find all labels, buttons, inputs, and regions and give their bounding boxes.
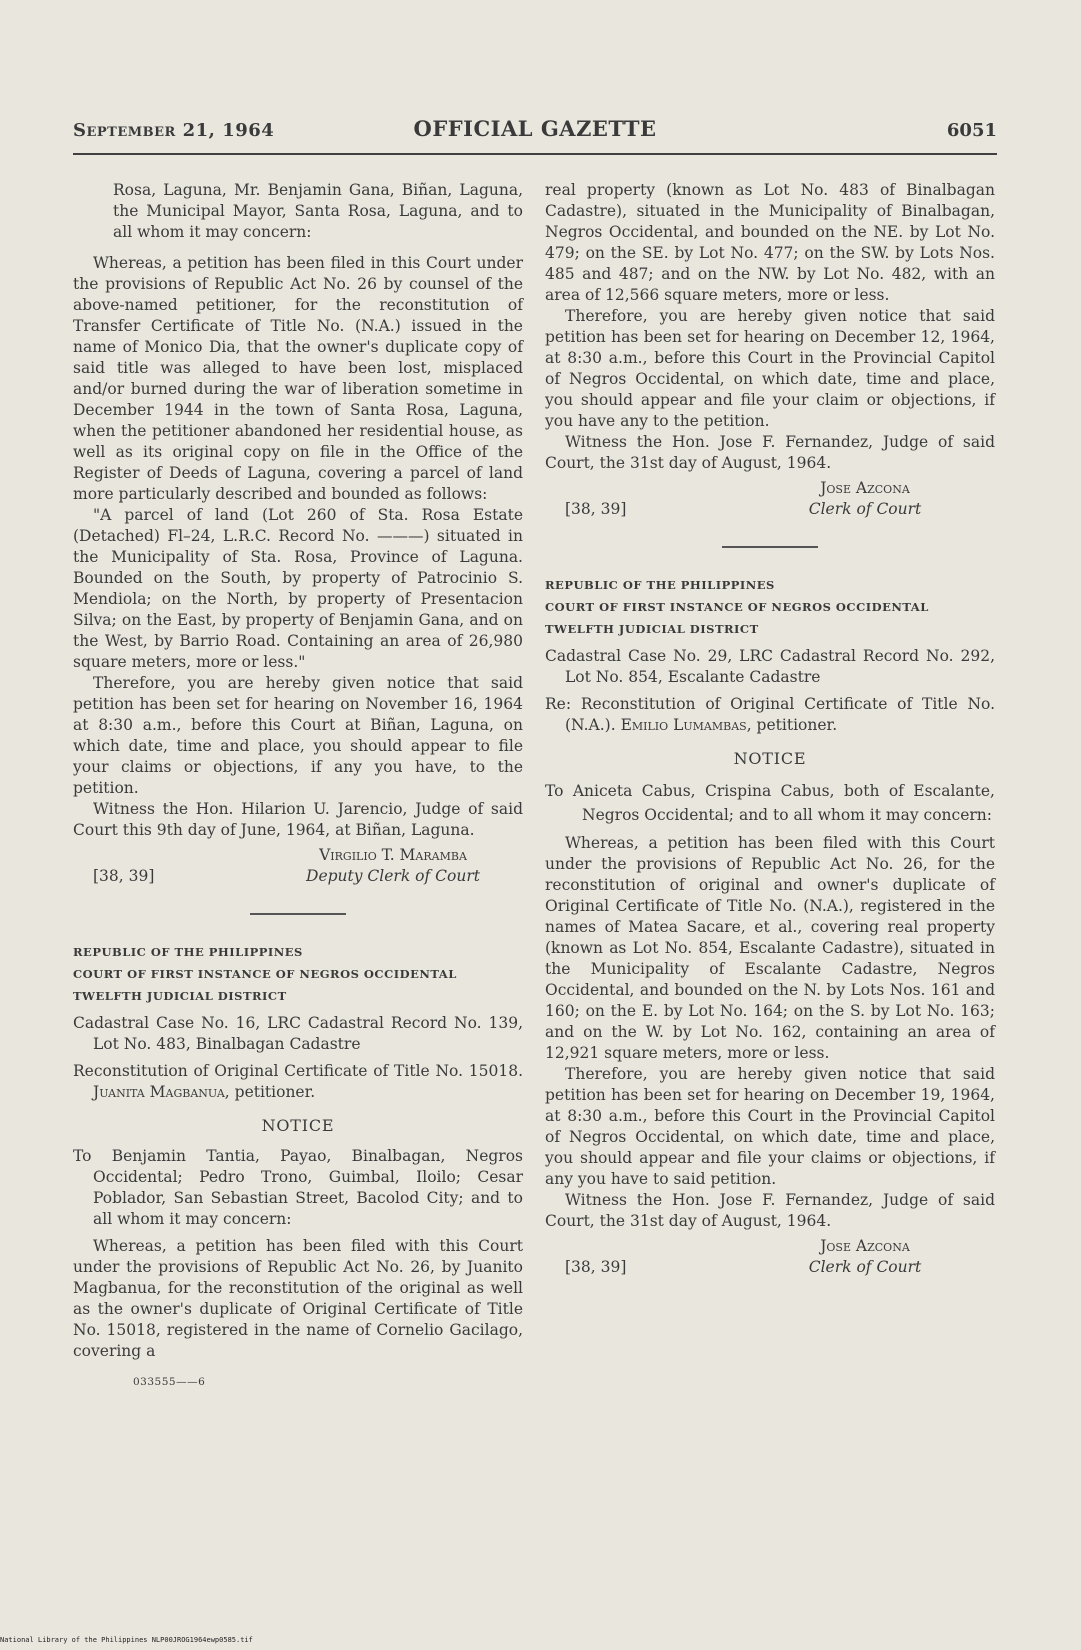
issue-reference: [38, 39]: [565, 500, 627, 518]
court-heading: TWELFTH JUDICIAL DISTRICT: [73, 989, 287, 1003]
paragraph: Whereas, a petition has been filed in this Court under the provisions of Republic Act No. 26 by counsel of the above-named petitioner, for the reconstitution of Transfer Certificate of Title No. (N.A.) issued in the name of Monico Dia, that the owner's duplicate copy of said title was alleged to have been lost, misplaced and/or burned during the war of liberation sometime in December 1944 in the town of Santa Rosa, Laguna, when the petitioner abandoned her residential house, as well as its original copy on file in the Office of the Register of Deeds of Laguna, covering a parcel of land more particularly described and bounded as follows:: [73, 254, 523, 503]
printer-code: 033555——6: [133, 1376, 206, 1388]
section-divider: [250, 913, 346, 915]
witness-paragraph: Witness the Hon. Jose F. Fernandez, Judge of said Court, the 31st day of August, 1964.: [545, 433, 995, 472]
paragraph: real property (known as Lot No. 483 of Binalbagan Cadastre), situated in the Municipality of Binalbagan, Negros Occidental, and bounded on the NE. by Lot No. 479; on the SE. by Lot No. 477; on the SW. by Lots Nos. 485 and 487; and on the NW. by Lot No. 482, with an area of 12,566 square meters, more or less.: [545, 181, 995, 304]
case-caption: Cadastral Case No. 29, LRC Cadastral Record No. 292, Lot No. 854, Escalante Cadastre: [545, 647, 995, 686]
signatory-name: Jose Azcona: [820, 1237, 910, 1255]
witness-paragraph: Witness the Hon. Hilarion U. Jarencio, Judge of said Court this 9th day of June, 1964, at Biñan, Laguna.: [73, 800, 523, 839]
case-caption: Cadastral Case No. 16, LRC Cadastral Record No. 139, Lot No. 483, Binalbagan Cadastre: [73, 1014, 523, 1053]
scan-imprint: National Library of the Philippines NLP00JROG1964ewp0585.tif: [0, 1636, 253, 1644]
petitioner-name: Emilio Lumambas: [620, 716, 747, 734]
court-heading: COURT OF FIRST INSTANCE OF NEGROS OCCIDENTAL: [545, 600, 929, 614]
section-divider: [722, 546, 818, 548]
notice-title: NOTICE: [261, 1116, 335, 1135]
paragraph: Whereas, a petition has been filed with this Court under the provisions of Republic Act No. 26, by Juanito Magbanua, for the reconstitution of the original as well as the owner's duplicate of Original Certificate of Title No. 15018, registered in the name of Cornelio Gacilago, covering a: [73, 1237, 523, 1360]
paragraph: Whereas, a petition has been filed with this Court under the provisions of Republic Act No. 26, for the reconstitution of original and owner's duplicate of Original Certificate of Title No. (N.A.), registered in the names of Matea Sacare, et al., covering real property (known as Lot No. 854, Escalante Cadastre), situated in the Municipality of Escalante Cadastre, Negros Occidental, and bounded on the N. by Lots Nos. 161 and 160; on the E. by Lot No. 164; on the S. by Lot No. 163; and on the W. by Lot No. 162, containing an area of 12,921 square meters, more or less.: [545, 834, 995, 1062]
signatory-name: Jose Azcona: [820, 479, 910, 497]
issue-reference: [38, 39]: [565, 1258, 627, 1276]
paragraph: Therefore, you are hereby given notice that said petition has been set for hearing on November 16, 1964 at 8:30 a.m., before this Court at Biñan, Laguna, on which date, time and place, you should appear to file your claims or objections, if any you have, to the petition.: [73, 674, 523, 797]
court-heading: TWELFTH JUDICIAL DISTRICT: [545, 622, 759, 636]
signature-block: [545, 478, 995, 522]
case-subject: Re: Reconstitution of Original Certificate of Title No. (N.A.). Emilio Lumambas, petitioner.: [545, 695, 995, 734]
witness-paragraph: Witness the Hon. Jose F. Fernandez, Judge of said Court, the 31st day of August, 1964.: [545, 1191, 995, 1230]
right-column: [545, 180, 995, 1280]
signatory-role: Deputy Clerk of Court: [306, 867, 480, 885]
court-heading: REPUBLIC OF THE PHILIPPINES: [545, 578, 775, 592]
signature-block: [73, 845, 523, 889]
page-header: [73, 116, 997, 146]
issue-reference: [38, 39]: [93, 867, 155, 885]
publication-title: OFFICIAL GAZETTE: [413, 116, 657, 141]
signatory-name: Virgilio T. Maramba: [319, 846, 467, 864]
notice-addressees: To Benjamin Tantia, Payao, Binalbagan, Negros Occidental; Pedro Trono, Guimbal, Iloilo; Cesar Poblador, San Sebastian Street, Bacolod City; and to all whom it may concern:: [73, 1147, 523, 1228]
page-number: 6051: [946, 120, 997, 141]
paragraph: Therefore, you are hereby given notice that said petition has been set for hearing on December 19, 1964, at 8:30 a.m., before this Court in the Provincial Capitol of Negros Occidental, on which date, time and place, you should appear and file your claims or objections, if any you have to said petition.: [545, 1065, 995, 1188]
land-description: "A parcel of land (Lot 260 of Sta. Rosa Estate (Detached) Fl–24, L.R.C. Record No. ———) situated in the Municipality of Sta. Rosa, Province of Laguna. Bounded on the South, by property of Patrocinio S. Mendiola; on the North, by property of Presentacion Silva; on the East, by property of Benjamin Gana, and on the West, by Barrio Road. Containing an area of 26,980 square meters, more or less.": [73, 506, 523, 671]
notice-title: NOTICE: [733, 749, 807, 768]
left-column: [73, 180, 523, 1393]
petitioner-name: Juanita Magbanua: [93, 1083, 225, 1101]
signatory-role: Clerk of Court: [808, 1258, 922, 1276]
signatory-role: Clerk of Court: [808, 500, 922, 518]
court-heading: REPUBLIC OF THE PHILIPPINES: [73, 945, 303, 959]
notice-addressees-continued: Rosa, Laguna, Mr. Benjamin Gana, Biñan, Laguna, the Municipal Mayor, Santa Rosa, Laguna, and to all whom it may concern:: [113, 181, 523, 241]
case-subject: Reconstitution of Original Certificate of Title No. 15018. Juanita Magbanua, petitioner.: [73, 1062, 523, 1101]
header-date: September 21, 1964: [73, 120, 275, 141]
paragraph: Therefore, you are hereby given notice that said petition has been set for hearing on December 12, 1964, at 8:30 a.m., before this Court in the Provincial Capitol of Negros Occidental, on which date, time and place, you should appear and file your claim or objections, if you have any to the petition.: [545, 307, 995, 430]
signature-block: [545, 1236, 995, 1280]
court-heading: COURT OF FIRST INSTANCE OF NEGROS OCCIDENTAL: [73, 967, 457, 981]
notice-addressees: To Aniceta Cabus, Crispina Cabus, both of Escalante, Negros Occidental; and to all whom it may concern:: [545, 782, 995, 824]
header-rule: [73, 153, 997, 155]
